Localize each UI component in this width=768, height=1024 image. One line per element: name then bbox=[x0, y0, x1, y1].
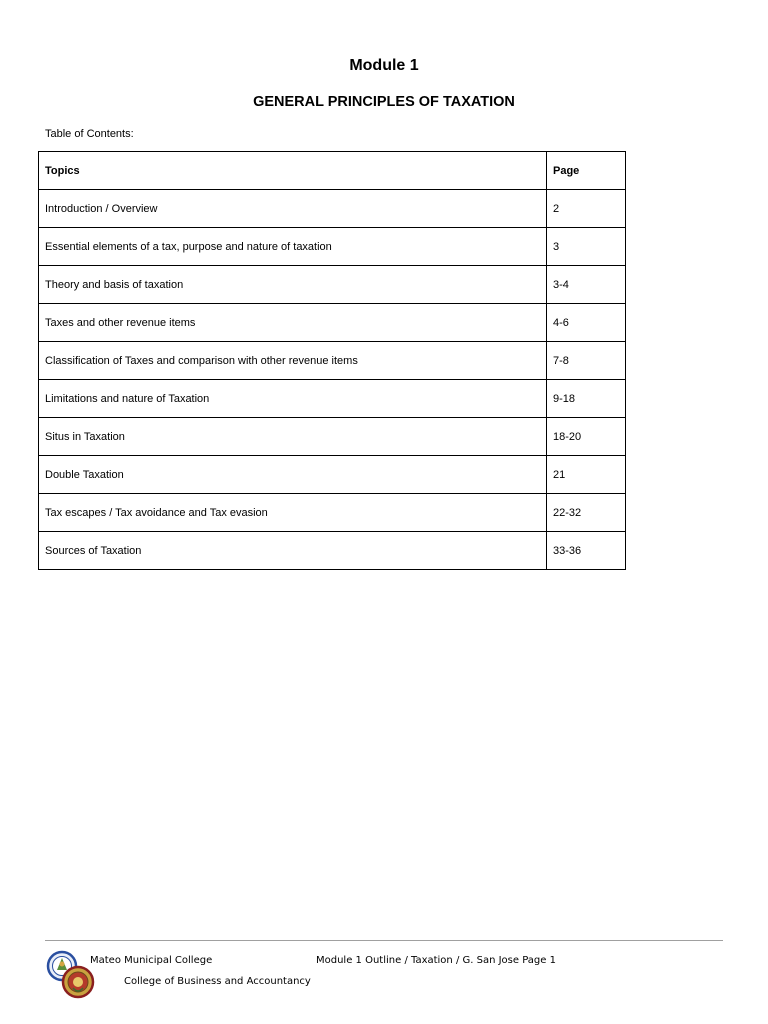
topic-cell: Essential elements of a tax, purpose and nature of taxation bbox=[39, 228, 547, 266]
footer-outline: Module 1 Outline / Taxation / G. San Jose Page 1 bbox=[316, 955, 556, 966]
table-row bbox=[39, 266, 626, 304]
page-cell: 33-36 bbox=[547, 532, 626, 570]
page-cell: 21 bbox=[547, 456, 626, 494]
table-row bbox=[39, 228, 626, 266]
page-cell: 3-4 bbox=[547, 266, 626, 304]
table-row bbox=[39, 418, 626, 456]
page-cell: 9-18 bbox=[547, 380, 626, 418]
table-row bbox=[39, 532, 626, 570]
page-cell: 18-20 bbox=[547, 418, 626, 456]
page-cell: 3 bbox=[547, 228, 626, 266]
toc-label: Table of Contents: bbox=[45, 128, 134, 140]
toc-table bbox=[38, 151, 626, 570]
page-cell: 22-32 bbox=[547, 494, 626, 532]
module-title: Module 1 bbox=[349, 57, 419, 74]
table-row bbox=[39, 494, 626, 532]
table-row bbox=[39, 456, 626, 494]
footer-college: College of Business and Accountancy bbox=[124, 976, 311, 987]
topic-cell: Classification of Taxes and comparison with other revenue items bbox=[39, 342, 547, 380]
footer-school: Mateo Municipal College bbox=[90, 955, 213, 966]
topic-cell: Introduction / Overview bbox=[39, 190, 547, 228]
topic-cell: Limitations and nature of Taxation bbox=[39, 380, 547, 418]
table-row bbox=[39, 380, 626, 418]
topic-cell: Sources of Taxation bbox=[39, 532, 547, 570]
topic-cell: Tax escapes / Tax avoidance and Tax evasion bbox=[39, 494, 547, 532]
footer-divider bbox=[45, 940, 723, 941]
toc-header-row bbox=[39, 152, 626, 190]
document-title: GENERAL PRINCIPLES OF TAXATION bbox=[253, 94, 515, 110]
college-seal-icon bbox=[46, 944, 96, 1000]
table-row bbox=[39, 304, 626, 342]
page-cell: 4-6 bbox=[547, 304, 626, 342]
topic-cell: Situs in Taxation bbox=[39, 418, 547, 456]
table-row bbox=[39, 342, 626, 380]
column-header-page: Page bbox=[547, 152, 626, 190]
page-cell: 7-8 bbox=[547, 342, 626, 380]
page-cell: 2 bbox=[547, 190, 626, 228]
topic-cell: Theory and basis of taxation bbox=[39, 266, 547, 304]
topic-cell: Taxes and other revenue items bbox=[39, 304, 547, 342]
column-header-topics: Topics bbox=[39, 152, 547, 190]
topic-cell: Double Taxation bbox=[39, 456, 547, 494]
table-row bbox=[39, 190, 626, 228]
